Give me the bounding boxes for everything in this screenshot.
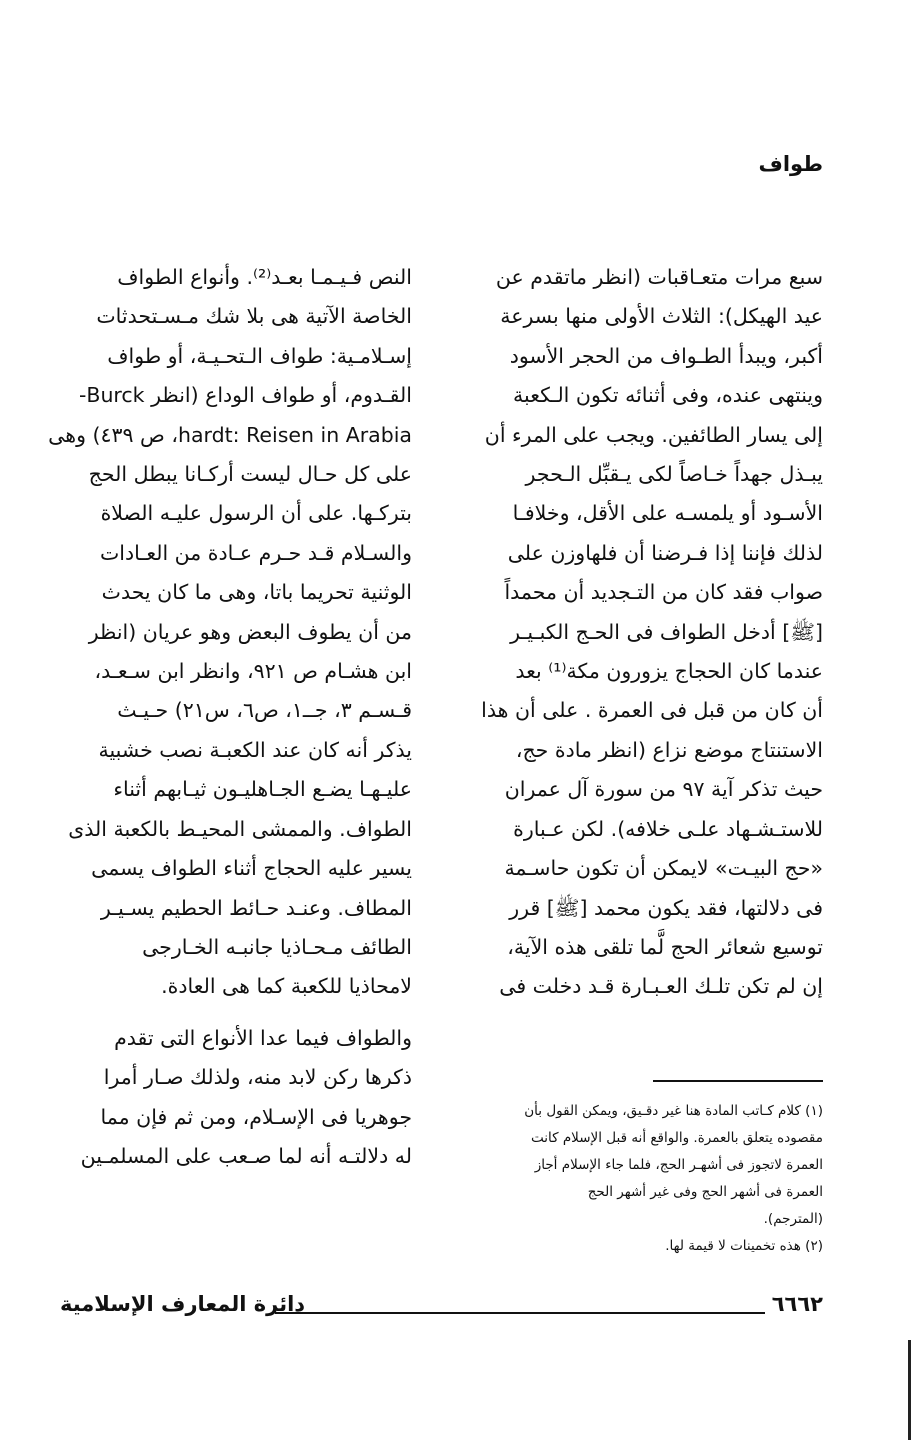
text-line: «حج البيـت» لايمكن أن تكون حاسـمة [504,856,823,881]
text-line: الطواف. والممشى المحيـط بالكعبة الذى [68,816,412,841]
text-line: لذلك فإننا إذا فـرضنا أن فلهاوزن على [507,540,823,565]
text-line: الاستنتاج موضع نزاع (انظر مادة حج، [515,737,823,762]
text-line: فى دلالتها، فقد يكون محمد [ﷺ] قرر [509,895,823,920]
text-column-left [48,258,412,1176]
text-line: للاستـشـهاد علـى خلافه). لكن عـبارة [513,816,823,841]
footnote-line: (٢) هذه تخمينات لا قيمة لها. [665,1238,823,1254]
footnote-line: (المترجم). [763,1211,823,1227]
text-line: إسـلامـية: طواف الـتحـيـة، أو طواف [107,343,412,368]
text-line: بتركـها. على أن الرسول عليـه الصلاة [100,501,412,526]
text-line: ابن هشـام ص ٩٢١، وانظر ابن سـعـد، [94,659,412,684]
text-line: على كل حـال ليست أركـانا يبطل الحج [88,462,412,487]
text-line: لامحاذيا للكعبة كما هى العادة. [161,974,412,999]
encyclopedia-title: دائرة المعارف الإسلامية [60,1292,306,1316]
text-line: سبع مرات متعـاقبات (انظر ماتقدم عن [495,265,823,289]
text-line: والطواف فيما عدا الأنواع التى تقدم [114,1025,412,1050]
text-line: وينتهى عنده، وفى أثنائه تكون الـكعبة [513,383,823,408]
text-line: الأسـود أو يلمسـه على الأقل، وخلافـا [512,501,823,526]
text-line: المطاف. وعنـد حـائط الحطيم يسـيـر [100,895,412,920]
text-column-right [465,258,823,1007]
text-line: أكبر، ويبدأ الطـواف من الحجر الأسود [509,343,823,368]
text-line: جوهريا فى الإسـلام، ومن ثم فإن مما [100,1104,412,1129]
text-line: يبـذل جهداً خـاصاً لكى يـقبِّل الـحجر [525,462,823,487]
scan-margin-mark [908,1340,911,1440]
text-line: قـسـم ٣، جــ١، ص٦، س٢١) حـيـث [117,698,412,723]
text-line: القـدوم، أو طواف الوداع (انظر Burck- [78,383,412,408]
text-line: أن كان من قبل فى العمرة . على أن هذا [481,698,823,723]
text-line: توسيع شعائر الحج لَّما تلقى هذه الآية، [507,934,823,959]
page-number: ٦٦٦٢ [771,1292,823,1316]
footnote-line: العمرة لاتجوز فى أشهـر الحج، فلما جاء الإسلام أجاز [534,1157,823,1173]
footnote-divider [653,1080,823,1082]
text-line: الطائف مـحـاذيا جانبـه الخـارجى [142,934,412,959]
footnotes [465,1098,823,1260]
text-line: عيد الهيكل): الثلاث الأولى منها بسرعة [500,304,823,329]
text-line: من أن يطوف البعض وهو عريان (انظر [88,619,412,644]
text-line: إن لم تكن تلـك العـبـارة قـد دخلت فى [499,974,823,999]
footer-divider [275,1312,765,1314]
text-line: ذكرها ركن لابد منه، ولذلك صـار أمرا [103,1065,412,1090]
paragraph [54,1019,412,1177]
footnote-line: (١) كلام كـاتب المادة هنا غير دقـيق، ويمكن القول بأن [524,1103,823,1119]
text-line: والسـلام قـد حـرم عـادة من العـادات [99,540,412,565]
text-line: عليـهـا يضـع الجـاهليـون ثيـابهم أثناء [113,777,412,802]
paragraph [48,258,412,1007]
text-line: حيث تذكر آية ٩٧ من سورة آل عمران [504,777,823,802]
text-line: عندما كان الحجاج يزورون مكة⁽¹⁾ بعد [515,659,823,684]
text-line: الوثنية تحريما باتا، وهى ما كان يحدث [101,580,412,605]
text-line: يذكر أنه كان عند الكعبـة نصب خشبية [98,737,412,762]
text-line: الخاصة الآتية هى بلا شك مـسـتحدثات [96,304,412,329]
footnote-line: مقصوده يتعلق بالعمرة. والواقع أنه قبل الإسلام كانت [530,1130,823,1146]
text-line: النص فـيـمـا بعـد⁽²⁾. وأنواع الطواف [117,265,412,289]
text-line: يسير عليه الحجاج أثناء الطواف يسمى [91,856,412,881]
page-header-title: طواف [758,152,823,176]
text-line: له دلالتـه أنه لما صـعب على المسلمـين [80,1143,412,1168]
text-line: [ﷺ] أدخل الطواف فى الحـج الكبـيـر [510,619,823,644]
text-line: صواب فقد كان من التـجديد أن محمداً [504,580,823,605]
text-line: hardt: Reisen in Arabia، ص ٤٣٩) وهى [48,422,412,447]
text-line: إلى يسار الطائفين. ويجب على المرء أن [484,422,823,447]
footnote-line: العمرة فى أشهر الحج وفى غير أشهر الحج [587,1184,823,1200]
